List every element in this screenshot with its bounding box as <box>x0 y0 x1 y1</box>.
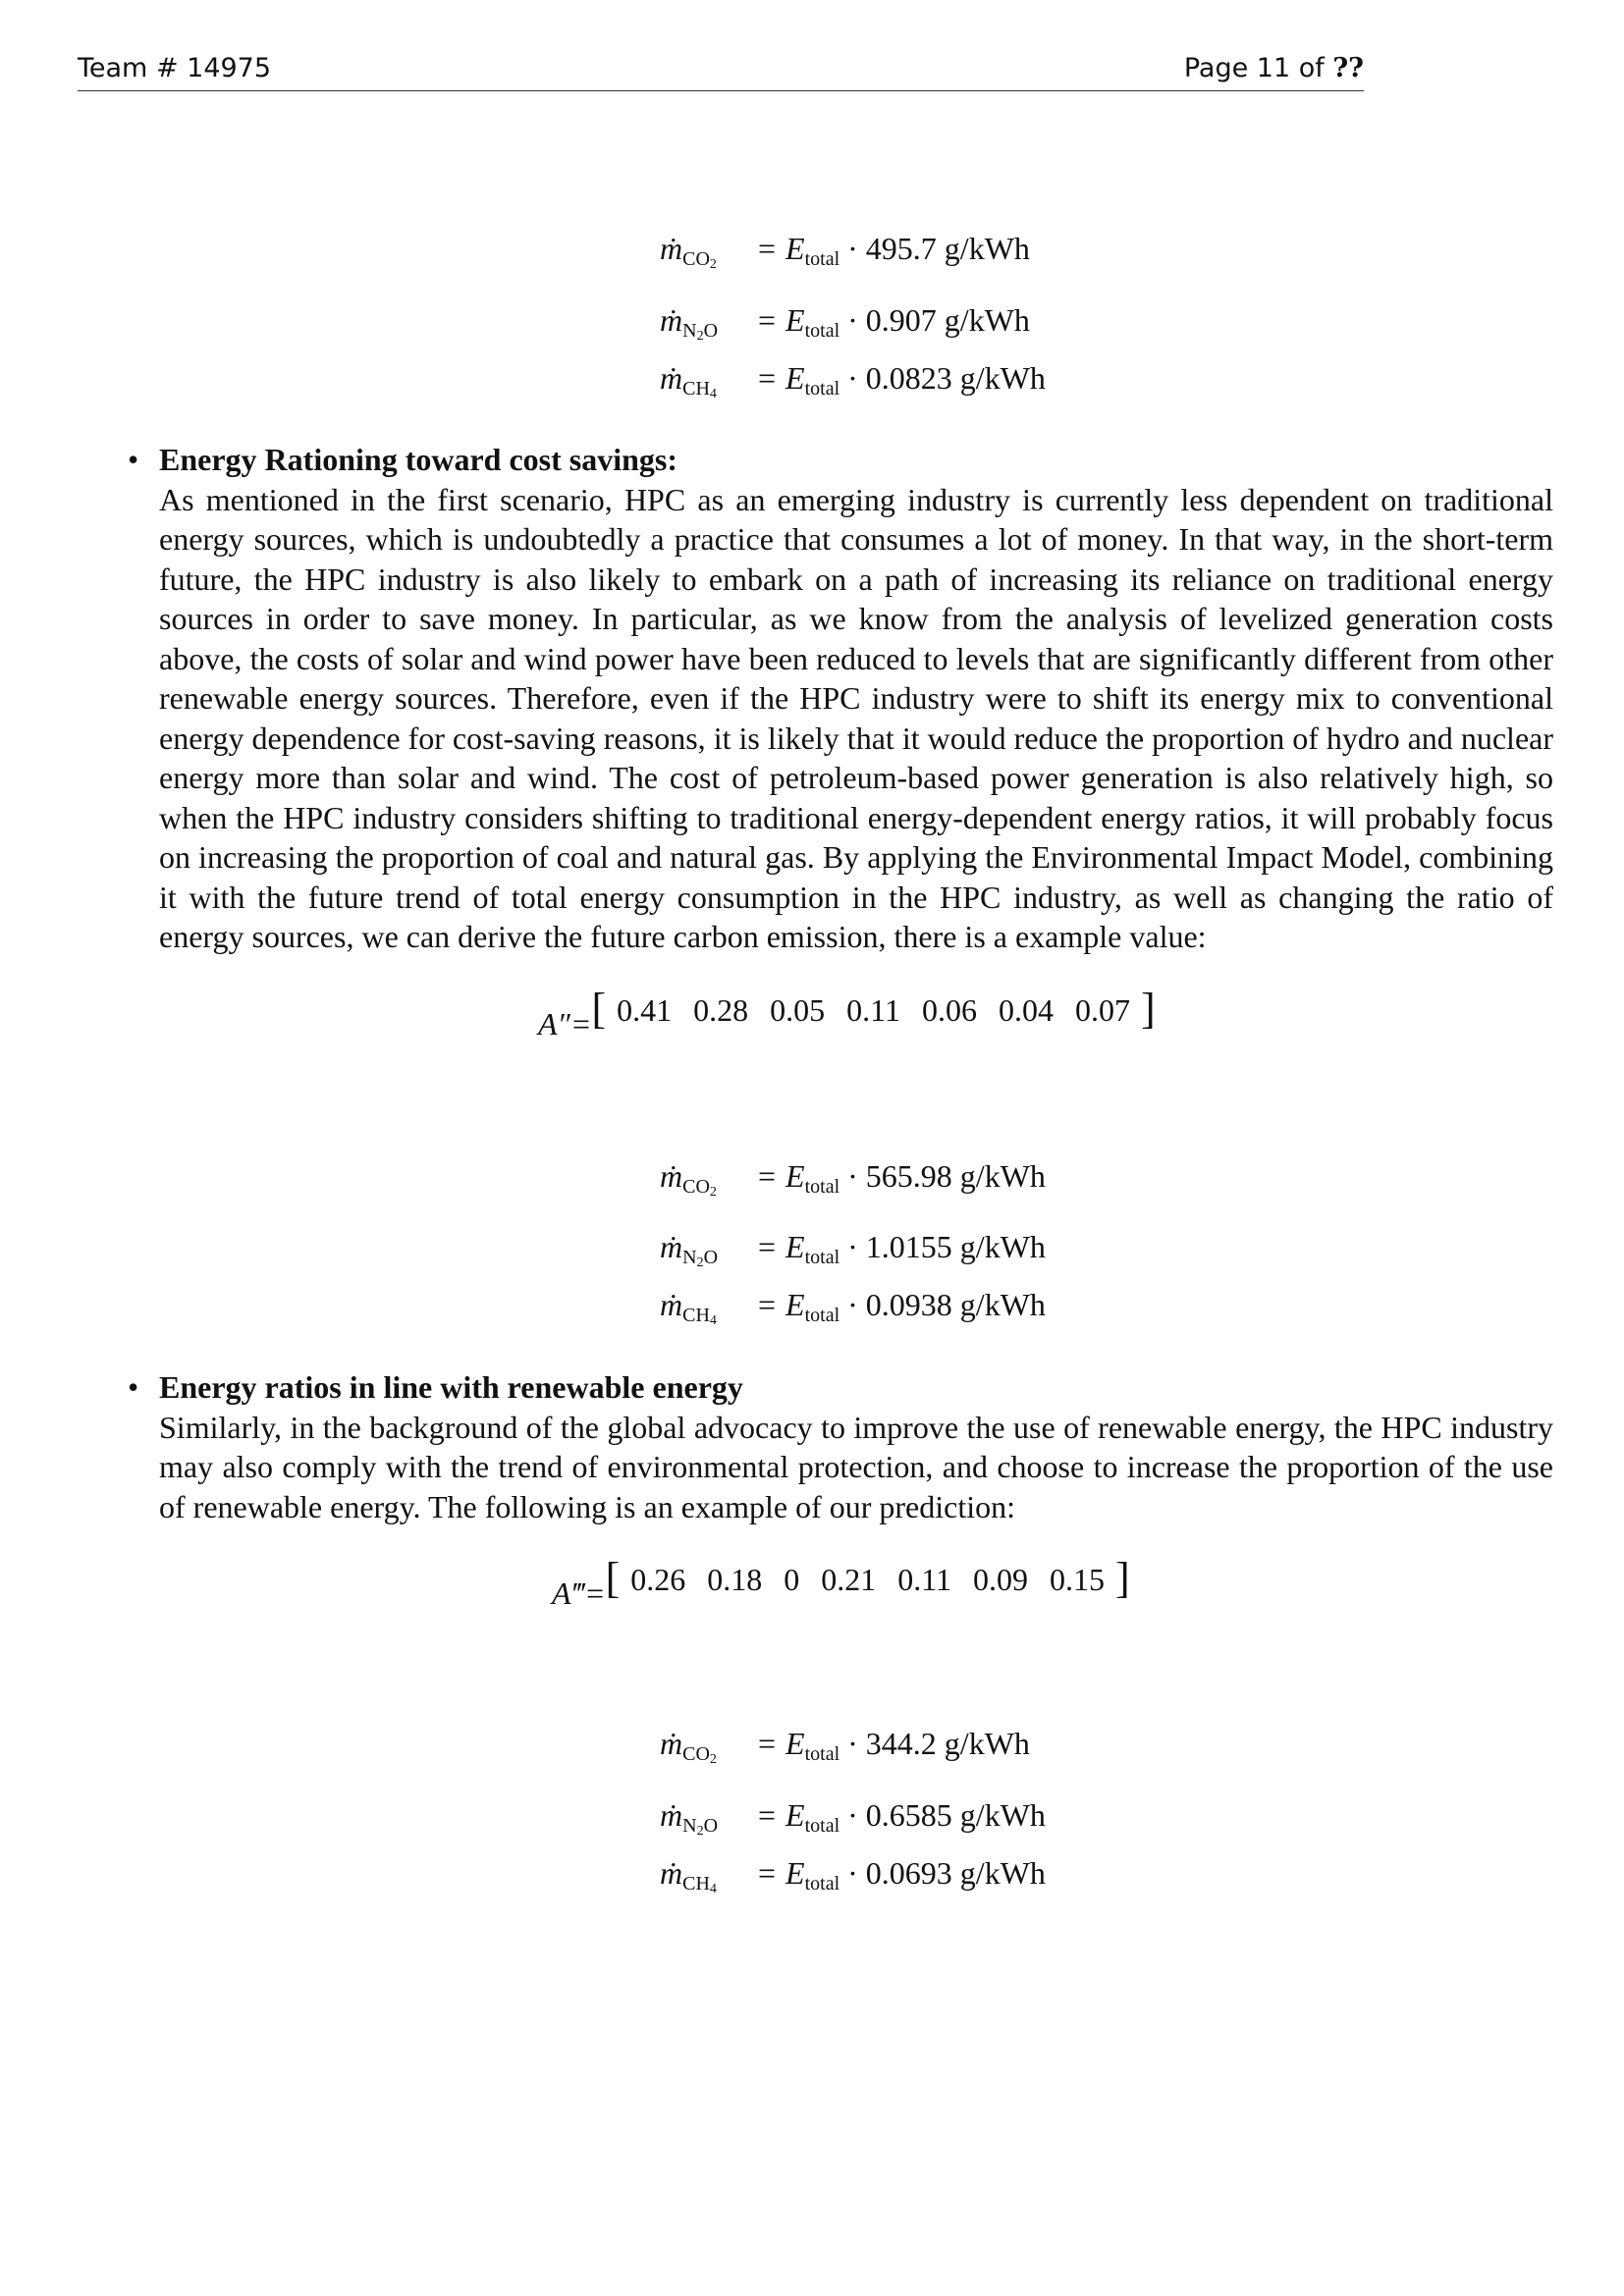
equation-co2-1: ṁ$_{CO_2}$ = $E_{total} \cdot 495.7$ g/kWh <box>660 231 1030 272</box>
section-renewable-energy <box>159 1367 1553 1526</box>
bullet-1: • <box>128 442 139 477</box>
page-header <box>78 51 1364 91</box>
bullet-2: • <box>128 1369 139 1405</box>
n2o-value-2: 1.0155 g/kWh <box>865 1229 1046 1264</box>
co2-value-2: 565.98 g/kWh <box>865 1158 1046 1194</box>
equation-ch4-3: ṁ$_{CH_4}$ = $E_{total} \cdot 0.0693$ g/kWh <box>660 1855 1046 1896</box>
matrix-a-triple-prime: A‴=[ 0.26 0.18 0 0.21 0.11 0.09 0.15 ] <box>552 1554 1130 1611</box>
equation-n2o-2: ṁ$_{N_2O}$ = $E_{total} \cdot 1.0155$ g/kWh <box>660 1229 1046 1270</box>
equation-ch4-2: ṁ$_{CH_4}$ = $E_{total} \cdot 0.0938$ g/kWh <box>660 1287 1046 1328</box>
team-number: Team # 14975 <box>78 53 272 83</box>
section-energy-rationing <box>159 440 1553 957</box>
ch4-value-1: 0.0823 g/kWh <box>865 360 1046 396</box>
section-body-2: Similarly, in the background of the global advocacy to improve the use of renewable energy, the HPC industry may also comply with the trend of environmental protection, and choose to increase the proportion of the use of renewable energy. The following is an example of our prediction: <box>159 1409 1553 1524</box>
page-number-prefix: Page 11 of <box>1183 53 1333 83</box>
co2-value-1: 495.7 g/kWh <box>865 231 1030 266</box>
equation-n2o-3: ṁ$_{N_2O}$ = $E_{total} \cdot 0.6585$ g/kWh <box>660 1797 1046 1839</box>
n2o-value-1: 0.907 g/kWh <box>865 302 1030 338</box>
equation-co2-3: ṁ$_{CO_2}$ = $E_{total} \cdot 344.2$ g/kWh <box>660 1726 1030 1767</box>
matrix-name-2: A‴= <box>552 1575 606 1611</box>
equation-co2-2: ṁ$_{CO_2}$ = $E_{total} \cdot 565.98$ g/kWh <box>660 1158 1046 1200</box>
matrix-a-double-prime: A″=[ 0.41 0.28 0.05 0.11 0.06 0.04 0.07 ] <box>538 985 1156 1041</box>
n2o-value-3: 0.6585 g/kWh <box>865 1797 1046 1833</box>
equation-ch4-1: ṁ$_{CH_4}$ = $E_{total} \cdot 0.0823$ g/kWh <box>660 360 1046 401</box>
section-title-1: Energy Rationing toward cost savings: <box>159 442 678 477</box>
co2-value-3: 344.2 g/kWh <box>865 1726 1030 1761</box>
page-number <box>1184 53 1364 83</box>
ch4-value-2: 0.0938 g/kWh <box>865 1287 1046 1322</box>
section-title-2: Energy ratios in line with renewable energy <box>159 1369 743 1405</box>
equation-n2o-1: ṁ$_{N_2O}$ = $E_{total} \cdot 0.907$ g/kWh <box>660 302 1030 344</box>
page-total: ?? <box>1332 53 1364 83</box>
ch4-value-3: 0.0693 g/kWh <box>865 1855 1046 1891</box>
matrix-name-1: A″= <box>538 1006 592 1041</box>
section-body-1: As mentioned in the first scenario, HPC as an emerging industry is currently less dependent on traditional energy sources, which is undoubtedly a practice that consumes a lot of money. In that way, in the short-term future, the HPC industry is also likely to embark on a path of increasing its reliance on traditional energy sources in order to save money. In particular, as we know from the analysis of levelized generation costs above, the costs of solar and wind power have been reduced to levels that are significantly different from other renewable energy sources. Therefore, even if the HPC industry were to shift its energy mix to conventional energy dependence for cost-saving reasons, it is likely that it would reduce the proportion of hydro and nuclear energy more than solar and wind. The cost of petroleum-based power generation is also relatively high, so when the HPC industry considers shifting to traditional energy-dependent energy ratios, it will probably focus on increasing the proportion of coal and natural gas. By applying the Environmental Impact Model, combining it with the future trend of total energy consumption in the HPC industry, as well as changing the ratio of energy sources, we can derive the future carbon emission, there is a example value: <box>159 481 1553 954</box>
